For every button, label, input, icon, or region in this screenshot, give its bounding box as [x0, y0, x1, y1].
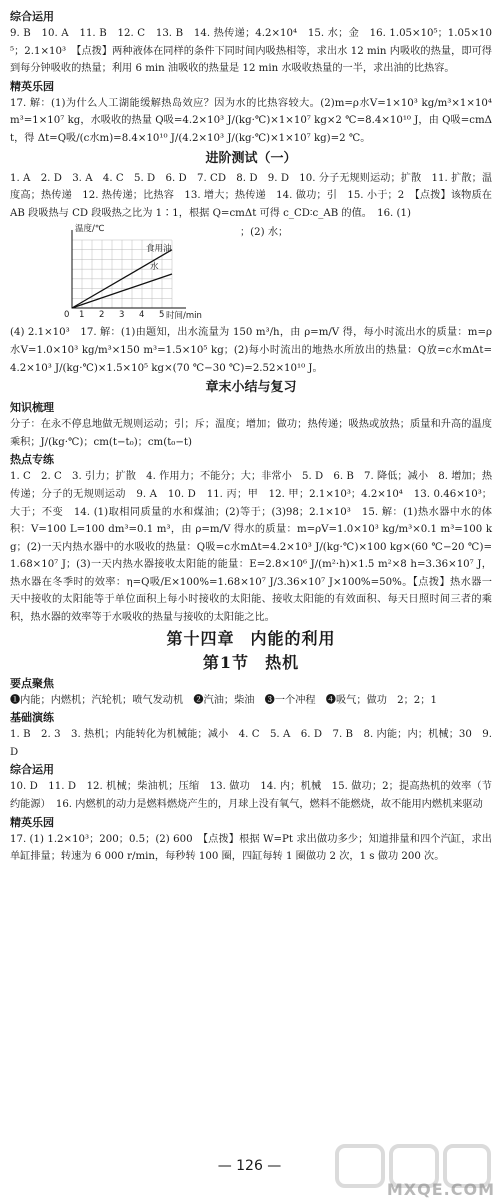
series-label: 食用油	[146, 244, 172, 255]
answer-page	[10, 8, 492, 866]
section-heading: 精英乐园	[10, 815, 54, 829]
chapter-number: 第1节	[202, 652, 250, 672]
answer-paragraph: 9. B 10. A 11. B 12. C 13. B 14. 热传递；4.2×10⁴ 15. 水；金 16. 1.05×10⁵；1.05×10⁵；2.1×10³ 【点拨】两种液体在同样的条件下同时间内吸热相等，求出水 12 min 内吸收的热量，即可得到每分钟吸收的热量；利用 6 min 油吸收的热量是 12 min 水吸收热量的一半，求出油的比热容。	[10, 28, 492, 75]
answer-paragraph: 分子：在永不停息地做无规则运动；引；斥；温度；增加；做功；热传递；吸热或放热；质量和升高的温度乘积；J/(kg·℃)；cm(t−t₀)；cm(t₀−t)	[10, 419, 492, 448]
section-heading: 知识梳理	[10, 401, 54, 415]
x-tick-label: 1	[79, 310, 85, 321]
x-tick-label: 5	[159, 310, 165, 321]
test-title: 章末小结与复习	[205, 380, 297, 396]
section-heading: 基础演练	[10, 711, 54, 725]
section-heading: 要点聚焦	[10, 676, 54, 690]
x-tick-label: 3	[119, 310, 125, 321]
x-tick-label: 2	[99, 310, 105, 321]
answer-tail: ；(2) 水；	[240, 227, 289, 239]
watermark-text: MXQE.COM	[386, 1180, 495, 1199]
page-number: — 126 —	[217, 1158, 282, 1174]
section-heading: 综合运用	[10, 763, 54, 777]
section-heading: 精英乐园	[10, 79, 54, 93]
temperature-time-graph	[50, 222, 200, 324]
test-title: 进阶测试（一）	[205, 150, 297, 166]
x-tick-label: 4	[139, 310, 145, 321]
answer-paragraph: ❶内能；内燃机；汽轮机；喷气发动机 ❷汽油；柴油 ❸一个冲程 ❹吸气；做功 2；2；1	[10, 694, 437, 706]
chapter-name: 热机	[265, 652, 300, 672]
answer-paragraph: (4) 2.1×10³ 17. 解：(1)由题知，出水流量为 150 m³/h，由 ρ=m/V 得，每小时流出水的质量：m=ρ水V=1.0×10³ kg/m³×150 m³=1.5×10⁵ kg；(2)每小时流出的地热水所放出的热量：Q放=c水mΔt=4.2×10³ J/(kg·℃)×1.5×10⁵ kg×(70 ℃−30 ℃)=2.52×10¹⁰ J。	[10, 327, 492, 374]
section-heading: 热点专练	[10, 453, 54, 467]
chapter-title	[10, 651, 492, 675]
answer-paragraph: 10. D 11. D 12. 机械；柴油机；压缩 13. 做功 14. 内；机械 15. 做功；2；提高热机的效率（节约能源） 16. 内燃机的动力是燃料燃烧产生的，月球上没有氧气，燃料不能燃烧，故不能用内燃机来驱动	[10, 781, 492, 811]
chapter-number: 第十四章	[166, 628, 235, 648]
chapter-name: 内能的利用	[250, 628, 336, 648]
x-axis-label: 时间/min	[166, 311, 202, 322]
section-heading: 综合运用	[10, 10, 54, 23]
answer-paragraph: 1. B 2. 3 3. 热机；内能转化为机械能；减小 4. C 5. A 6. D 7. B 8. 内能；内；机械；30 9. D	[10, 729, 492, 758]
answer-paragraph: 17. 解：(1)为什么人工湖能缓解热岛效应？因为水的比热容较大。(2)m=ρ水V=1×10³ kg/m³×1×10⁴ m³=1×10⁷ kg，水吸收的热量 Q吸=4.2×10³ J/(kg·℃)×1×10⁷ kg×2 ℃=8.4×10¹⁰ J，由 Q吸=cmΔt，得 Δt=Q吸/(c水m)=8.4×10¹⁰ J/(4.2×10³ J/(kg·℃)×1×10⁷ kg)=2 ℃。	[10, 97, 492, 144]
answer-paragraph: 17. (1) 1.2×10³；200；0.5；(2) 600 【点拨】根据 W=Pt 求出做功多少；知道排量和四个汽缸，求出单缸排量；转速为 6 000 r/min，每秒转 100 圈，四缸每转 1 圈做功 2 次，1 s 做功 200 次。	[10, 833, 492, 863]
origin-label: 0	[64, 310, 70, 321]
figure-row	[10, 222, 492, 324]
series-label: 水	[150, 262, 159, 273]
y-axis-label: 温度/℃	[75, 224, 105, 235]
answer-paragraph: 1. C 2. C 3. 引力；扩散 4. 作用力；不能分；大；非常小 5. D 6. B 7. 降低；减小 8. 增加；热传递；分子的无规则运动 9. A 10. D 11. 丙；甲 12. 甲；2.1×10³；4.2×10⁴ 13. 0.46×10³；大于；不变 14. (1)取相同质量的水和煤油；(2)等于；(3)98；2.1×10³ 15. 解：(1)热水器中水的体积：V=100 L=100 dm³=0.1 m³，由 ρ=m/V 得水的质量：m=ρV=1.0×10³ kg/m³×0.1 m³=100 kg；(2)一天内热水器中的水吸收的热量：Q吸=c水mΔt=4.2×10³ J/(kg·℃)×100 kg×(60 ℃−20 ℃)=1.68×10⁷ J；(3)一天内热水器接收太阳能的能量：E=2.8×10⁶ J/(m²·h)×1.5 m²×8 h=3.36×10⁷ J，热水器在冬季时的效率：η=Q吸/E×100%=1.68×10⁷ J/3.36×10⁷ J×100%=50%。【点拨】热水器一天中接收的太阳能等于单位面积上每小时接收的太阳能、接收太阳能的有效面积、每天日照时间三者的乘积，热水器的效率等于水吸收的热量与接收的太阳能之比。	[10, 471, 492, 624]
answer-paragraph: 1. A 2. D 3. A 4. C 5. D 6. D 7. CD 8. D 9. D 10. 分子无规则运动；扩散 11. 扩散；温度高；热传递 12. 热传递；比热容 13. 增大；热传递 14. 做功；引 15. 小于；2 【点拨】该物质在 AB 段吸热与 CD 段吸热之比为 1∶1，根据 Q=cmΔt 可得 c_CD∶c_AB 的值。 16. (1)	[10, 172, 492, 219]
chapter-title	[10, 627, 492, 651]
